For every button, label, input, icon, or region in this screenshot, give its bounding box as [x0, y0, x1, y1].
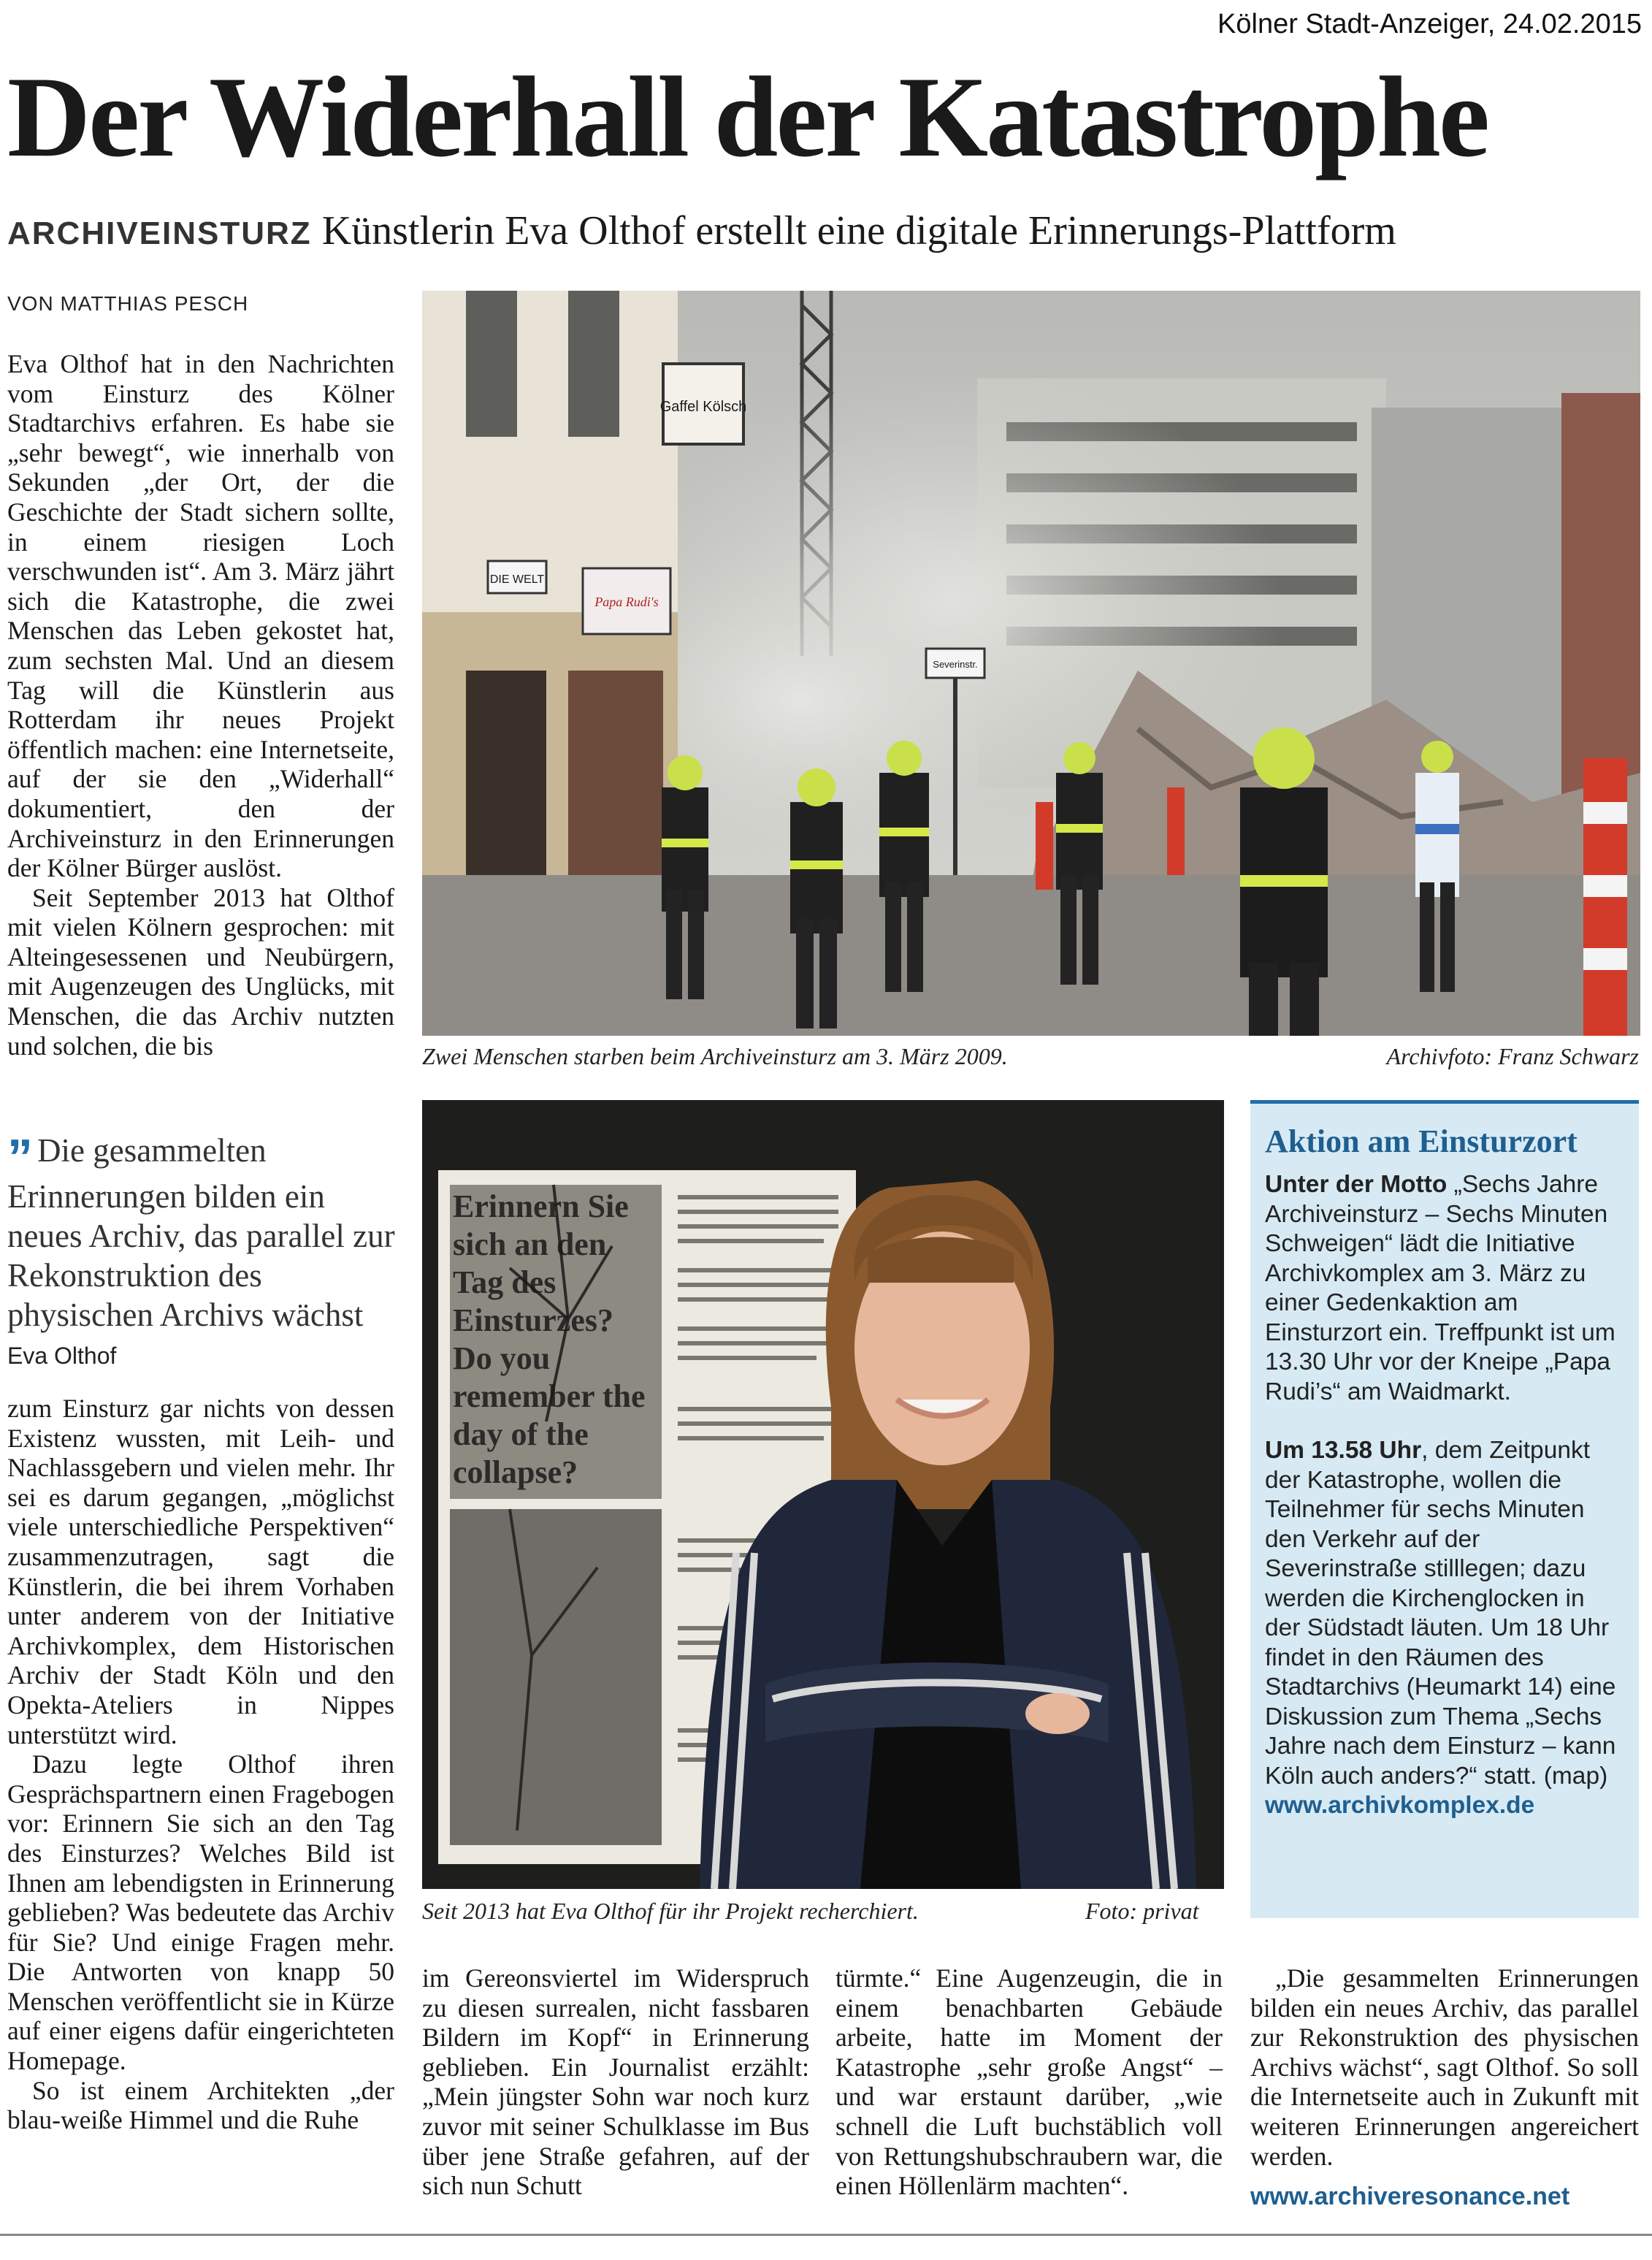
info-box-body: „Sechs Jahre Archiveinsturz – Sechs Minuten Schweigen“ lädt die Initiative Archivkomplex am 3. März zu einer Gedenkaktion am Einsturzort ein. Treffpunkt ist um 13.30 Uhr vor der Kneipe „Papa Rudi’s“ am Waidmarkt. [1265, 1171, 1615, 1405]
archiveresonance-link[interactable]: www.archiveresonance.net [1250, 2183, 1570, 2210]
pull-quote-author: Eva Olthof [7, 1343, 117, 1369]
quote-mark-icon: ” [7, 1129, 33, 1186]
info-box-link[interactable]: www.archivkomplex.de [1265, 1792, 1535, 1819]
subheadline: Künstlerin Eva Olthof erstellt eine digitale Erinnerungs-Plattform [321, 208, 1396, 253]
bottom-rule [0, 2234, 1652, 2236]
photo1-caption: Zwei Menschen starben beim Archiveinsturz am 3. März 2009. [422, 1043, 1008, 1069]
info-box-lead: Unter der Motto [1265, 1171, 1448, 1198]
sign-papa-rudis: Papa Rudi's [594, 595, 659, 609]
article-column-2 [422, 1963, 809, 2201]
paragraph: Eva Olthof hat in den Nachrichten vom Einsturz des Kölner Stadtarchivs erfahren. Es habe sie „sehr bewegt“, wie innerhalb von Sekunden „der Ort, der die Geschichte der Stadt sichern sollte, in einem riesigen Loch verschwunden ist“. Am 3. März jährt sich die Katastrophe, die zwei Menschen das Leben gekostet hat, zum sechsten Mal. Und an diesem Tag will die Künstlerin aus Rotterdam ihr neues Projekt öffentlich machen: eine Internetseite, auf der sie den „Widerhall“ dokumentiert, den der Archiveinsturz in den Erinnerungen der Kölner Bürger auslöst. [7, 349, 394, 883]
article-column-1-top [7, 349, 394, 1061]
info-box-paragraph [1265, 1170, 1624, 1407]
paragraph: Seit September 2013 hat Olthof mit vielen Kölnern gesprochen: mit Alteingesessenen und Neubürgern, mit Augenzeugen des Unglücks, mit Menschen, die das Archiv nutzten und solchen, die bis [7, 882, 394, 1061]
info-box-paragraph [1265, 1436, 1624, 1791]
pull-quote [7, 1131, 402, 1335]
kicker: ARCHIVEINSTURZ [7, 215, 312, 251]
info-box [1250, 1100, 1639, 1918]
photo1-credit: Archivfoto: Franz Schwarz [1386, 1043, 1639, 1069]
sign-gaffel: Gaffel Kölsch [659, 399, 747, 415]
paragraph: Dazu legte Olthof ihren Gesprächspartnern einen Fragebogen vor: Erinnern Sie sich an den Tag des Einsturzes? Welches Bild ist Ihnen am lebendigsten in Erinnerung geblieben? Was bedeutete das Archiv für Sie? Und einige Fragen mehr. Die Antworten von knapp 50 Menschen veröffentlicht sie in Kürze auf einer eigens dafür eingerichteten Homepage. [7, 1749, 394, 2076]
info-box-body: , dem Zeitpunkt der Katastrophe, wollen die Teilnehmer für sechs Minuten den Verkehr auf der Severinstraße stilllegen; dazu werden die Kirchenglocken in der Südstadt läuten. Um 18 Uhr findet in den Räumen des Stadtarchivs (Heumarkt 14) eine Diskussion zum Thema „Sechs Jahre nach dem Einsturz – kann Köln auch anders?“ statt. (map) [1265, 1437, 1616, 1790]
article-column-3 [835, 1963, 1223, 2201]
artist-photo [422, 1100, 1224, 1889]
paragraph: zum Einsturz gar nichts von dessen Existenz wussten, mit Leih- und Nachlassgebern und vielen mehr. Ihr sei es darum gegangen, „möglichst viele unterschiedliche Perspektiven“ zusammenzutragen, sagt die Künstlerin, die bei ihrem Vorhaben unter anderem von der Initiative Archivkomplex, dem Historischen Archiv der Stadt Köln und den Opekta-Ateliers in Nippes unterstützt wird. [7, 1394, 394, 1749]
poster-text: Erinnern Sie sich an den Tag des Einsturzes? Do you remember the day of the collapse? [453, 1188, 646, 1490]
info-box-text [1265, 1170, 1624, 1821]
article-column-1-bottom [7, 1394, 394, 2135]
paragraph: im Gereonsviertel im Widerspruch zu diesen surrealen, nicht fassbaren Bildern im Kopf“ in Erinnerung geblieben. Ein Journalist erzählt: „Mein jüngster Sohn war noch kurz zuvor mit seiner Schulklasse im Bus über jene Straße gefahren, auf der sich nun Schutt [422, 1963, 809, 2201]
photo2-caption: Seit 2013 hat Eva Olthof für ihr Projekt recherchiert. [422, 1898, 919, 1924]
byline: VON MATTHIAS PESCH [7, 292, 249, 315]
sign-die-welt: DIE WELT [489, 573, 545, 586]
pull-quote-text: Die gesammelten Erinnerungen bilden ein neues Archiv, das parallel zur Rekonstruktion des physischen Archivs wächst [7, 1132, 395, 1333]
info-box-title: Aktion am Einsturzort [1265, 1123, 1578, 1159]
artist-photo-image [422, 1100, 1224, 1889]
info-box-lead: Um 13.58 Uhr [1265, 1437, 1422, 1464]
paragraph: türmte.“ Eine Augenzeugin, die in einem benachbarten Gebäude arbeite, hatte im Moment der Katastrophe „sehr große Angst“ – und war erstaunt darüber, „wie schnell die Luft buchstäblich voll von Rettungshubschraubern war, die einen Höllenlärm machten“. [835, 1963, 1223, 2201]
paragraph: So ist einem Architekten „der blau-weiße Himmel und die Ruhe [7, 2075, 394, 2135]
headline: Der Widerhall der Katastrophe [7, 53, 1488, 181]
source-line: Kölner Stadt-Anzeiger, 24.02.2015 [1217, 9, 1642, 39]
collapse-photo-image [422, 291, 1640, 1036]
paragraph: „Die gesammelten Erinnerungen bilden ein neues Archiv, das parallel zur Rekonstruktion des physischen Archivs wächst“, sagt Olthof. So soll die Internetseite auch in Zukunft mit weiteren Erinnerungen angereichert werden. [1250, 1963, 1639, 2171]
sign-street: Severinstr. [933, 659, 978, 670]
article-column-4 [1250, 1963, 1639, 2171]
subheadline-row [7, 210, 1396, 251]
collapse-photo [422, 291, 1640, 1036]
photo2-credit: Foto: privat [1085, 1898, 1199, 1924]
